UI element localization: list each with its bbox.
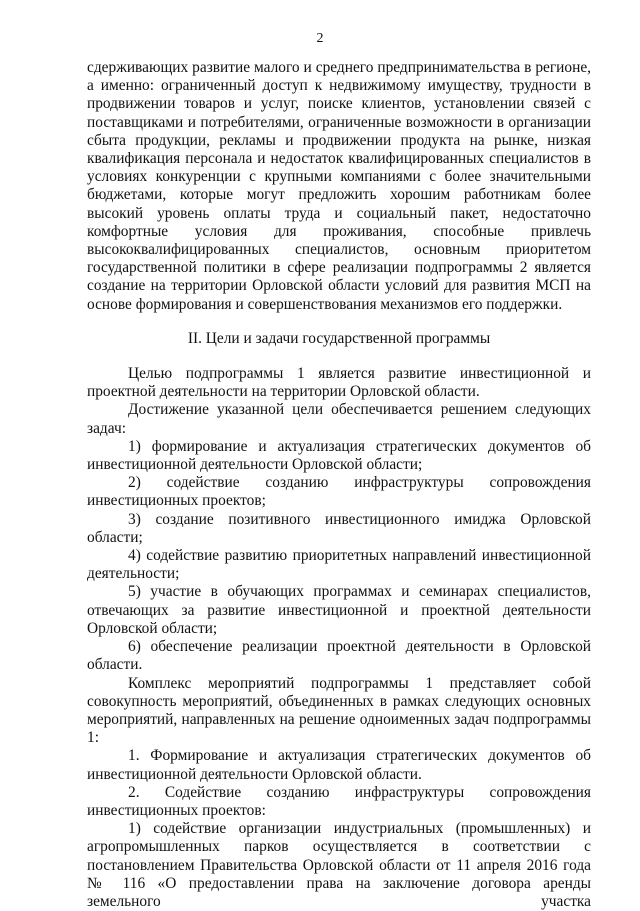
paragraph-tasks-intro: Достижение указанной цели обеспечивается решением следующих задач: (87, 401, 591, 437)
task-item-6: 6) обеспечение реализации проектной деятельности в Орловской области. (87, 638, 591, 674)
paragraph-measures: Комплекс мероприятий подпрограммы 1 представляет собой совокупность мероприятий, объединенных в рамках следующих основных мероприятий, направленных на решение одноименных задач подпрограммы 1: (87, 674, 591, 747)
measure-item-1: 1. Формирование и актуализация стратегических документов об инвестиционной деятельности Орловской области. (87, 747, 591, 783)
task-item-2: 2) содействие созданию инфраструктуры сопровождения инвестиционных проектов; (87, 474, 591, 510)
measure-subitem-1: 1) содействие организации индустриальных (промышленных) и агропромышленных парков осуществляется в соответствии с постановлением Правительства Орловской области от 11 апреля 2016 года № 116 «О предоставлении права на заключение договора аренды земельного участка (87, 820, 591, 910)
paragraph-goal: Целью подпрограммы 1 является развитие инвестиционной и проектной деятельности на территории Орловской области. (87, 365, 591, 401)
section-heading: II. Цели и задачи государственной программы (187, 329, 491, 347)
page-number: 2 (316, 31, 324, 46)
measure-item-2: 2. Содействие созданию инфраструктуры сопровождения инвестиционных проектов: (87, 783, 591, 819)
task-item-1: 1) формирование и актуализация стратегических документов об инвестиционной деятельности Орловской области; (87, 437, 591, 474)
task-item-5: 5) участие в обучающих программах и семинарах специалистов, отвечающих за развитие инвестиционной и проектной деятельности Орловской области; (87, 583, 591, 637)
task-item-4: 4) содействие развитию приоритетных направлений инвестиционной деятельности; (87, 547, 591, 583)
task-item-3: 3) создание позитивного инвестиционного имиджа Орловской области; (87, 510, 591, 546)
document-body (87, 59, 591, 911)
paragraph-continuation: сдерживающих развитие малого и среднего предпринимательства в регионе, а именно: ограниченный доступ к недвижимому имуществу, трудности в продвижении товаров и услуг, поиске клиентов, установлении связей с поставщиками и потребителями, ограниченные возможности в организации сбыта продукции, рекламы и продвижении продукта на рынке, низкая квалификация персонала и недостаток квалифицированных специалистов в условиях конкуренции с крупными компаниями с более значительными бюджетами, которые могут предложить хорошим работникам более высокий уровень оплаты труда и социальный пакет, недостаточно комфортные условия для проживания, способные привлечь высококвалифицированных специалистов, основным приоритетом государственной политики в сфере реализации подпрограммы 2 является создание на территории Орловской области условий для развития МСП на основе формирования и совершенствования механизмов его поддержки. (87, 59, 591, 313)
